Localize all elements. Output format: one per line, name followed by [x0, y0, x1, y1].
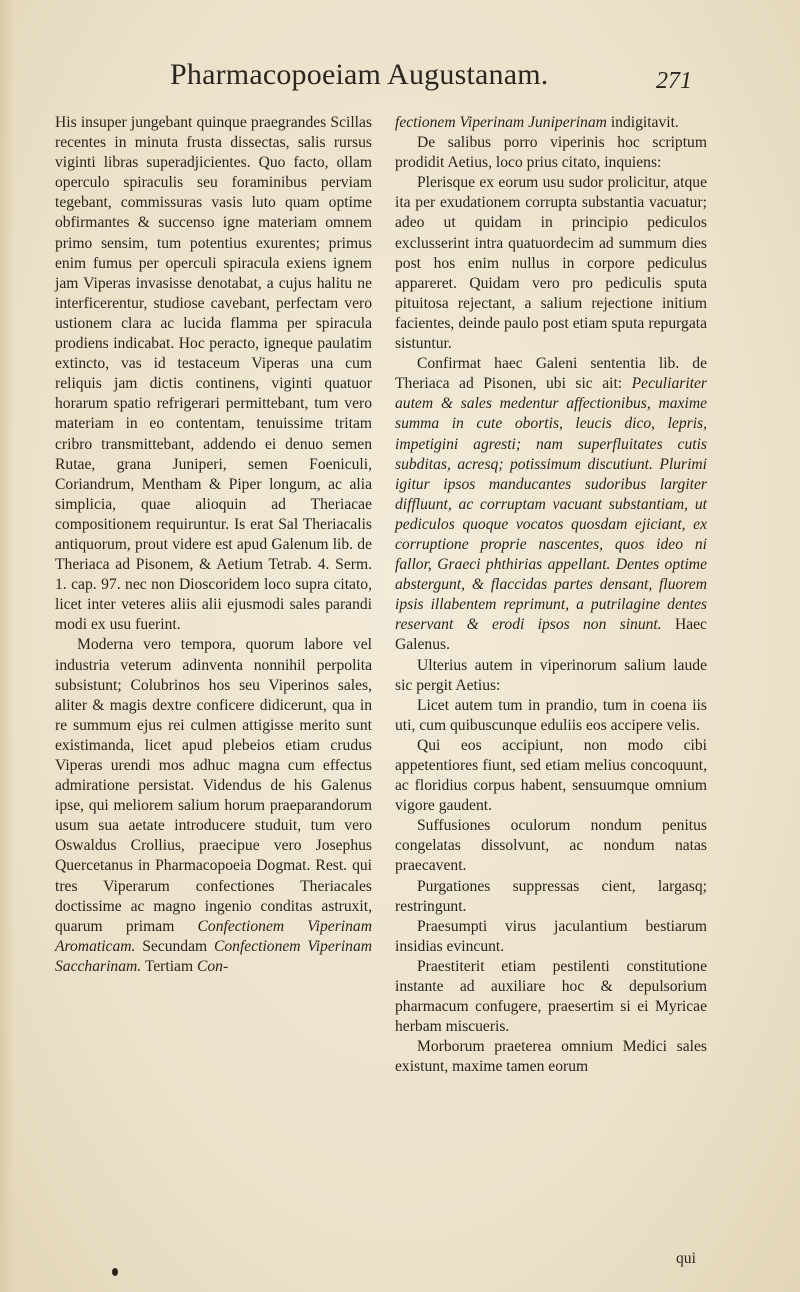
italic-title: Con- — [196, 957, 229, 975]
text-run: His insuper jungebant quinque praegrandes Scillas recentes in minuta frusta dissectas, salis rursus viginti libras superadjicientes. — [55, 114, 372, 172]
text-run: Is erat Sal Theriacalis antiquorum, prout videre est apud Galenum lib. de Theriaca ad Pisonem, & Aetium Tetrab. 4. Serm. 1. cap. 97. nec non Dioscoridem loco supra citato, licet inter veteres aliis alii ejusmodi sales parandi modi ex usu fuerint. — [55, 515, 372, 634]
paragraph: Licet autem tum in prandio, tum in coena iis uti, cum quibuscunque eduliis eos accipere velis. — [395, 696, 707, 734]
paragraph: Praestiterit etiam pestilenti constitutione instante ad auxiliare hoc & depulsorium pharmacum confugere, praesertim si ei Myricae herbam miscueris. — [395, 957, 707, 1036]
text-run: Quidam vero pro pediculis sputa pituitosa rejectant, a salium rejectione initium facientes, deinde paulo post etiam sputa repurgata sistuntur. — [395, 274, 707, 353]
paragraph: Morborum praeterea omnium Medici sales existunt, maxime tamen eorum — [395, 1038, 707, 1076]
paragraph — [55, 113, 372, 635]
running-head: Pharmacopoeiam Augustanam. — [170, 58, 549, 91]
text-run: primus enim fumus per operculi spiracula exiens ignem jam Viperas invasisse denotabat, a cujus halitu ne interficerentur, studiose cavebant, perfectam vero ustionem clara ac lucida flamma per spiracula prodiens indicabat. — [55, 234, 372, 353]
page-number: 271 — [656, 68, 692, 94]
text-run: Quo facto, ollam operculo spiraculis seu foraminibus perviam tegebant, commissuras vasis luto quam optime obfirmantes & succenso igne materiam omnem primo sensim, tum potentius exurentes; — [55, 154, 372, 252]
text-run: Secundam — [142, 937, 208, 955]
paragraph: Praesumpti virus jaculantium bestiarum insidias evincunt. — [395, 917, 707, 955]
text-run: Moderna vero tempora, quorum labore vel industria veterum adinventa nonnihil perpolita subsistunt; Colubrinos hos seu Viperinos sales, aliter & magis dextre conficere didicerunt, qua in re summum ejus rei culmen attigisse merito sunt existimanda, licet apud plebeios etiam crudus Viperas urendi mos adhuc magna cum effectus admiratione persistat. — [55, 636, 372, 795]
ink-spot — [112, 1268, 118, 1276]
italic-title: Confectionem Viperinam Saccharinam. — [55, 937, 373, 975]
italic-title: Confectionem Viperinam Aromaticam. — [55, 917, 372, 955]
catchword: qui — [676, 1250, 696, 1267]
paragraph: Ulterius autem in viperinorum salium laude sic pergit Aetius: — [395, 656, 707, 694]
paragraph: De salibus porro viperinis hoc scriptum prodidit Aetius, loco prius citato, inquiens: — [395, 134, 707, 172]
right-column — [395, 113, 707, 1078]
gutter-shadow — [0, 0, 14, 1292]
text-run: Tertiam — [144, 957, 194, 975]
paragraph — [395, 113, 707, 133]
paragraph: Qui eos accipiunt, non modo cibi appetentiores fiunt, sed etiam melius concoquunt, ac floridius corpus habent, sensuumque omnium vigore gaudent. — [395, 736, 707, 815]
paragraph — [395, 354, 707, 655]
italic-quotation: Peculiariter autem & sales medentur affectionibus, maxime summa in cute obortis, leucis dico, lepris, impetigini agresti; nam superfluitates cutis subditas, acresq; potissimum discutiunt. Plurimi igitur ipsos manducantes sudoribus largiter diffluunt, ac corruptam vacuant substantiam, ut pediculos quoque vocatos quosdam ejiciant, ex corruptione proprie nascentes, quos ideo ni fallor, Graeci phthirias appellant. Dentes optime abstergunt, & flaccidas partes densant, fluorem ipsis illabentem reprimunt, a putrilagine dentes reservant & erodi ipsos non sinunt. — [395, 375, 707, 634]
italic-title: fectionem Viperinam Juniperinam — [395, 114, 607, 131]
text-run: Confirmat haec Galeni sententia lib. de Theriaca ad Pisonen, ubi sic ait: — [395, 355, 707, 393]
text-run: Hoc peracto, igneque paulatim extincto, vas id testaceum Viperas una cum reliquis jam dictis continens, viginti quatuor horarum spatio refrigerari permittebant, tum vero materiam in eo contentam, tenuissime tritam cribro transmittebant, addendo ei denuo semen Rutae, grana Juniperi, semen Foeniculi, Coriandrum, Mentham & Piper longum, ac alia simplicia, quae alioquin ad Theriacae compositionem requiruntur. — [55, 335, 372, 533]
paragraph: Suffusiones oculorum nondum penitus congelatas dissolvunt, ac nondum natas praecavent. — [395, 817, 707, 875]
left-column — [55, 113, 372, 977]
text-run: Videndus de his Galenus ipse, qui meliorem salium horum praeparandorum usum sua aetate introducere studuit, tum vero Oswaldus Crollius, praecipue vero Josephus Quercetanus in Pharmacopoeia Dogmat. Rest. qui tres Viperarum confectiones Theriacales doctissime ac magno ingenio conditas astruxit, quarum primam — [55, 777, 372, 935]
text-run: Haec Galenus. — [395, 616, 707, 654]
text-run: indigitavit. — [610, 114, 679, 131]
paragraph: Purgationes suppressas cient, largasq; restringunt. — [395, 877, 707, 915]
text-run: Plerisque ex eorum usu sudor prolicitur, atque ita per exudationem corrupta substantia vacuatur; adeo ut quidam in principio pediculos exclusserint intra quatuordecim ad summum dies post hos enim nullus in corpore pediculus appareret. — [395, 174, 707, 292]
paragraph — [55, 635, 372, 977]
paragraph — [395, 173, 707, 354]
